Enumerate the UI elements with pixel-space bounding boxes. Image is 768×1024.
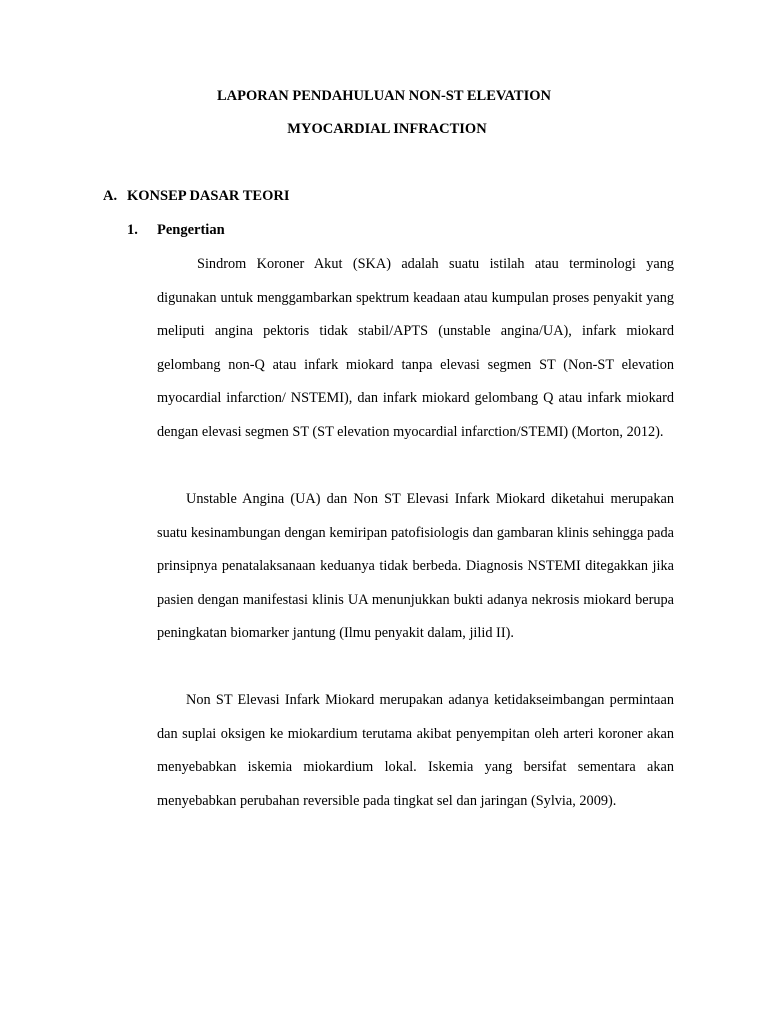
paragraph-1: Sindrom Koroner Akut (SKA) adalah suatu istilah atau terminologi yang digunakan untuk menggambarkan spektrum keadaan atau kumpulan proses penyakit yang meliputi angina pektoris tidak stabil/APTS (unstable angina/UA), infark miokard gelombang non-Q atau infark miokard tanpa elevasi segmen ST (Non-ST elevation myocardial infarction/ NSTEMI), dan infark miokard gelombang Q atau infark miokard dengan elevasi segmen ST (ST elevation myocardial infarction/STEMI) (Morton, 2012). <box>157 256 674 440</box>
section-number: A. <box>103 188 118 204</box>
section-title: KONSEP DASAR TEORI <box>127 188 290 204</box>
subsection-heading <box>127 222 225 239</box>
document-title-line-1: LAPORAN PENDAHULUAN NON-ST ELEVATION <box>217 88 551 104</box>
document-title-line-2: MYOCARDIAL INFRACTION <box>287 121 487 137</box>
subsection-title: Pengertian <box>157 222 225 238</box>
paragraph-2: Unstable Angina (UA) dan Non ST Elevasi Infark Miokard diketahui merupakan suatu kesinambungan dengan kemiripan patofisiologis dan gambaran klinis sehingga pada prinsipnya penatalaksanaan keduanya tidak berbeda. Diagnosis NSTEMI ditegakkan jika pasien dengan manifestasi klinis UA menunjukkan bukti adanya nekrosis miokard berupa peningkatan biomarker jantung (Ilmu penyakit dalam, jilid II). <box>157 491 674 642</box>
subsection-number: 1. <box>127 222 138 238</box>
section-heading <box>103 188 290 205</box>
paragraph-3: Non ST Elevasi Infark Miokard merupakan adanya ketidakseimbangan permintaan dan suplai oksigen ke miokardium terutama akibat penyempitan oleh arteri koroner akan menyebabkan iskemia miokardium lokal. Iskemia yang bersifat sementara akan menyebabkan perubahan reversible pada tingkat sel dan jaringan (Sylvia, 2009). <box>157 692 674 809</box>
